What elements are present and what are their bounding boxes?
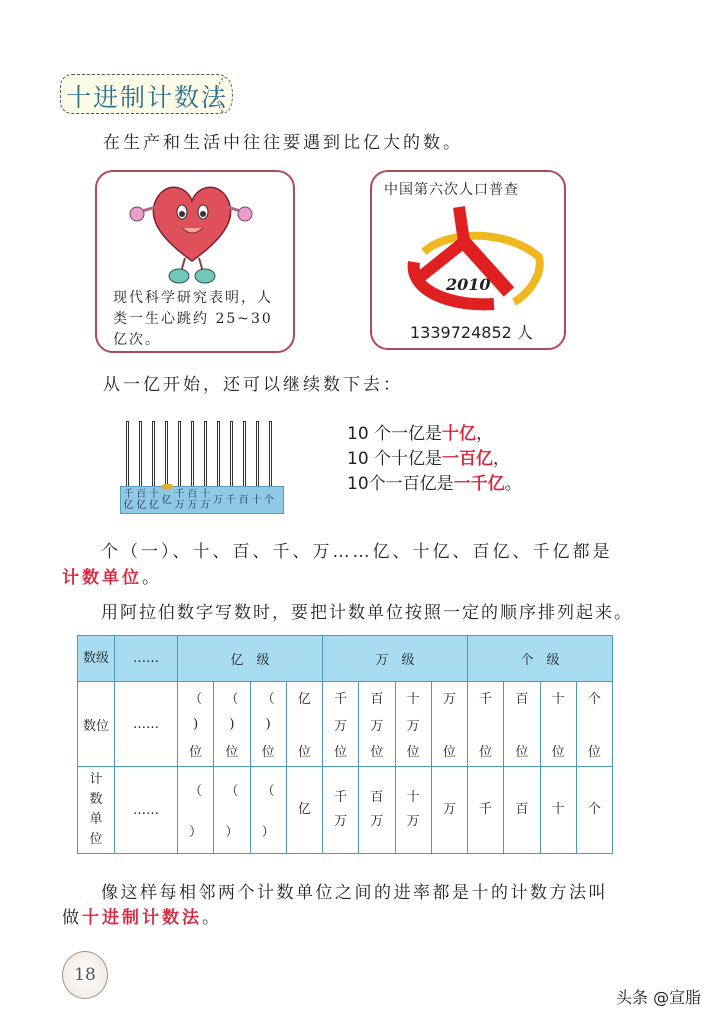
rod-label: 千 万 (174, 489, 185, 511)
row-label-place: 数位 (78, 682, 115, 767)
statement-2: 10 个十亿是一百亿， (347, 449, 511, 469)
place-blank-cell[interactable]: （ ) 位 (214, 682, 250, 767)
place-cell: 亿 位 (286, 682, 322, 767)
census-logo-icon (394, 202, 554, 312)
unit-cell: 万 (431, 767, 467, 854)
page-number-badge: 18 (62, 951, 108, 999)
rod-label: 十 (251, 494, 262, 506)
cartoon-heart-icon (127, 176, 257, 286)
rod-label: 千 (225, 494, 236, 506)
units-paragraph-line-2: 计数单位。 (62, 568, 162, 588)
rod-label: 百 万 (187, 489, 198, 511)
ellipsis-cell: …… (115, 682, 178, 767)
level-wan: 万 级 (323, 636, 468, 682)
place-cell: 十 万 位 (395, 682, 431, 767)
rod-label: 个 (264, 494, 275, 506)
statement-3: 10个一百亿是一千亿。 (347, 474, 522, 494)
statements (347, 422, 522, 497)
rod-label: 十 亿 (148, 489, 159, 511)
place-cell: 十 位 (540, 682, 576, 767)
conclusion-line-2: 做十进制计数法。 (62, 908, 222, 928)
rod-label: 百 亿 (136, 489, 147, 511)
unit-cell: 十 万 (395, 767, 431, 854)
watermark: 头条 @宣脂 (616, 988, 702, 1007)
row-label-level: 数级 (78, 636, 115, 682)
place-cell: 百 位 (504, 682, 540, 767)
census-card (370, 170, 566, 350)
row-label-unit: 计数单位 (78, 767, 115, 854)
place-blank-cell[interactable]: （ ) 位 (178, 682, 214, 767)
unit-cell: 十 (540, 767, 576, 854)
unit-blank-cell[interactable]: （ ） (178, 767, 214, 854)
unit-cell: 千 (468, 767, 504, 854)
unit-cell: 个 (576, 767, 612, 854)
heart-fact-line-3: 亿次。 (113, 332, 161, 348)
unit-cell: 百 (504, 767, 540, 854)
statement-1: 10 个一亿是十亿， (347, 424, 494, 444)
rod-label: 百 (238, 494, 249, 506)
place-blank-cell[interactable]: （ ) 位 (250, 682, 286, 767)
rod-label: 亿 (161, 494, 172, 506)
unit-cell: 千 万 (323, 767, 359, 854)
svg-text:2010: 2010 (446, 275, 491, 294)
heart-card (95, 170, 295, 353)
ellipsis-cell: …… (115, 636, 178, 682)
unit-cell: 亿 (286, 767, 322, 854)
census-population: 1339724852 人 (410, 323, 533, 342)
rod-label: 千 亿 (123, 489, 134, 511)
section-title: 十进制计数法 (66, 83, 229, 112)
table-row-places (78, 682, 613, 767)
unit-cell: 百 万 (359, 767, 395, 854)
place-cell: 千 位 (468, 682, 504, 767)
intro-text: 在生产和生活中往往要遇到比亿大的数。 (103, 133, 463, 153)
abacus-rod-labels (122, 487, 276, 513)
level-yi: 亿 级 (178, 636, 323, 682)
rod-label: 万 (212, 494, 223, 506)
unit-blank-cell[interactable]: （ ） (250, 767, 286, 854)
rod-label: 十 万 (200, 489, 211, 511)
heart-fact-line-1: 现代科学研究表明，人 (113, 290, 273, 306)
table-row-units (78, 767, 613, 854)
unit-blank-cell[interactable]: （ ） (214, 767, 250, 854)
arabic-paragraph: 用阿拉伯数字写数时，要把计数单位按照一定的顺序排列起来。 (101, 603, 633, 623)
place-cell: 千 万 位 (323, 682, 359, 767)
units-paragraph-line-1: 个（一）、十、百、千、万……亿、十亿、百亿、千亿都是 (101, 542, 613, 562)
place-cell: 个 位 (576, 682, 612, 767)
place-cell: 万 位 (431, 682, 467, 767)
ellipsis-cell: …… (115, 767, 178, 854)
continue-text: 从一亿开始，还可以继续数下去： (103, 375, 403, 395)
heart-fact-text (113, 288, 273, 351)
place-value-table (77, 635, 613, 854)
census-title: 中国第六次人口普查 (384, 182, 519, 198)
table-row-levels (78, 636, 613, 682)
place-cell: 百 万 位 (359, 682, 395, 767)
heart-fact-line-2: 类一生心跳约 25~30 (113, 311, 273, 327)
level-ge: 个 级 (468, 636, 613, 682)
conclusion-line-1: 像这样每相邻两个计数单位之间的进率都是十的计数方法叫 (101, 883, 608, 903)
